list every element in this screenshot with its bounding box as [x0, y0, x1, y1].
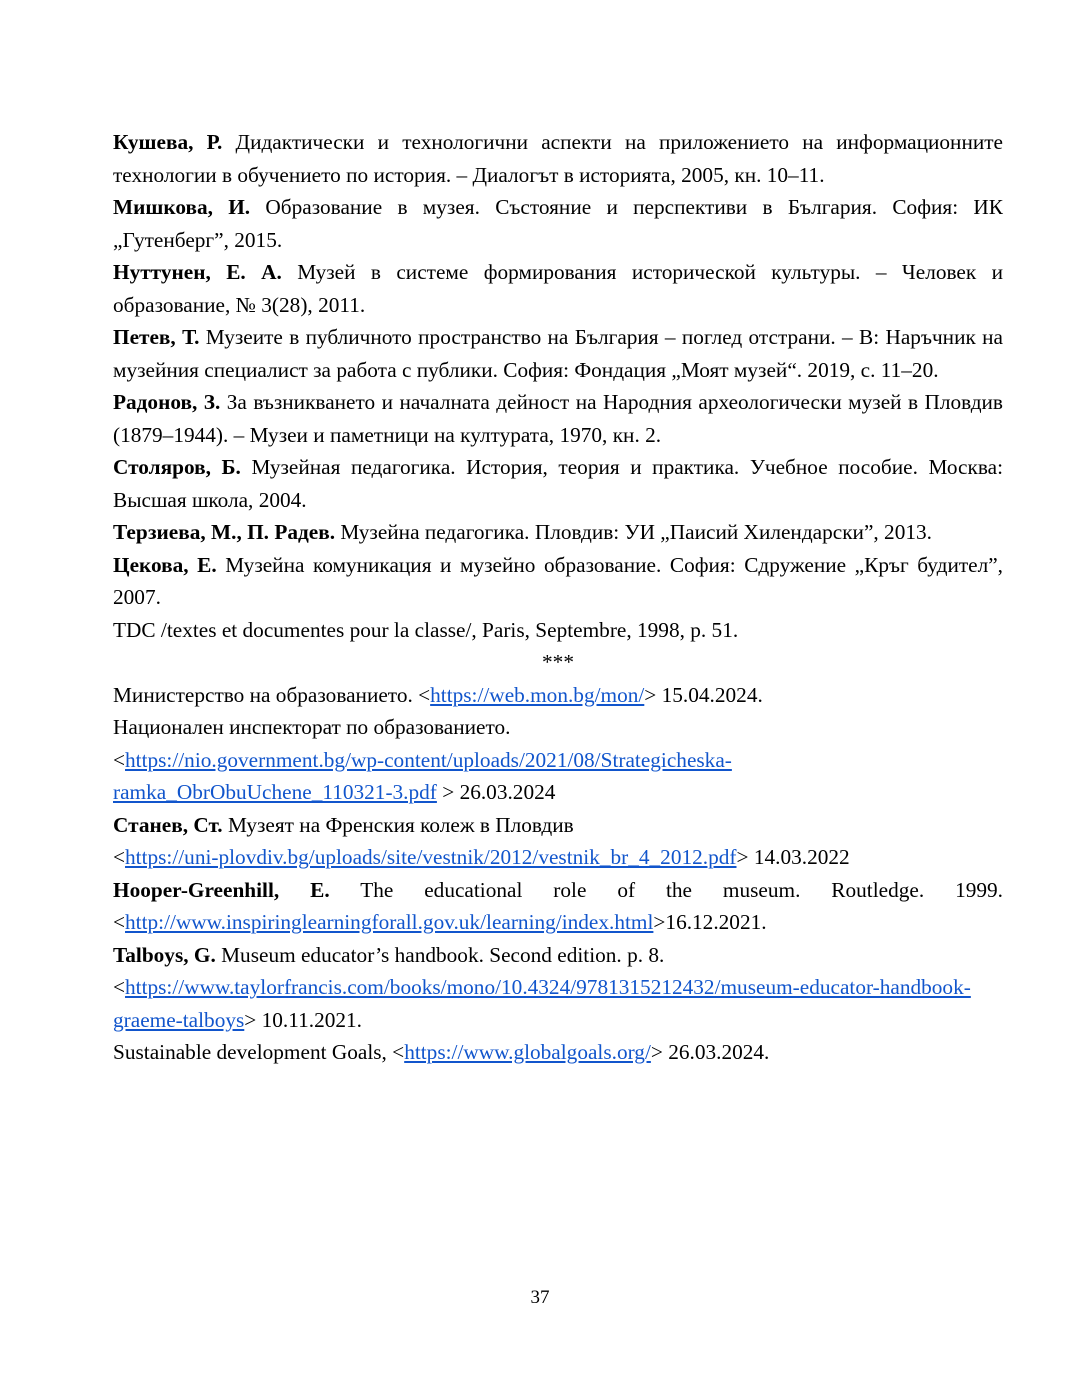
- online-entry: [113, 711, 1003, 809]
- online-link[interactable]: https://uni-plovdiv.bg/uploads/site/vestnik/2012/vestnik_br_4_2012.pdf: [125, 845, 737, 869]
- online-text: Museum educator’s handbook. Second edition. p. 8.: [215, 942, 665, 967]
- bib-text: За възникването и началната дейност на Народния археологически музей в Пловдив (1879–1944). – Музеи и паметници на културата, 1970, кн. 2.: [113, 390, 1003, 447]
- bib-text: TDC /textes et documentes pour la classe/, Paris, Septembre, 1998, p. 51.: [113, 617, 739, 642]
- bib-text: Музейна комуникация и музейно образование. София: Сдружение „Кръг будител”, 2007.: [113, 552, 1004, 609]
- bib-text: Музейна педагогика. Пловдив: УИ „Паисий Хилендарски”, 2013.: [335, 520, 932, 544]
- bib-author: Цекова, Е.: [113, 552, 217, 577]
- bib-text: Музейная педагогика. История, теория и практика. Учебное пособие. Москва: Высшая школа, 2004.: [113, 455, 1003, 512]
- bib-author: Столяров, Б.: [113, 455, 241, 479]
- bib-entry: [113, 191, 1003, 256]
- online-link[interactable]: https://nio.government.bg/wp-content/uploads/2021/08/Strategicheska-ramka_ObrObuUchene_110321-3.pdf: [113, 747, 732, 804]
- bib-author: Радонов, З.: [113, 390, 221, 414]
- online-author: Станев, Ст.: [113, 812, 223, 837]
- online-bracket: <: [113, 845, 126, 869]
- bib-entry: [113, 516, 1003, 549]
- online-text: Музеят на Френския колеж в Пловдив: [222, 812, 574, 837]
- bib-text: Дидактически и технологични аспекти на приложението на информационните технологии в обучението по история. – Диалогът в историята, 2005, кн. 10–11.: [113, 130, 1003, 187]
- online-text: Национален инспекторат по образованието.: [113, 715, 511, 739]
- bib-text: Музеите в публичното пространство на България – поглед отстрани. – В: Наръчник на музейния специалист за работа с публики. София: Фондация „Моят музей“. 2019, с. 11–20.: [113, 325, 1003, 382]
- bib-entry: [113, 549, 1003, 614]
- online-date: >16.12.2021.: [653, 910, 767, 934]
- online-link[interactable]: https://www.globalgoals.org/: [404, 1040, 651, 1064]
- bibliography: [113, 126, 1003, 1069]
- bib-author: Мишкова, И.: [113, 195, 251, 219]
- online-date: > 14.03.2022: [736, 845, 850, 869]
- online-date: > 26.03.2024.: [650, 1040, 770, 1064]
- bib-text: Образование в музея. Състояние и перспективи в България. София: ИК „Гутенберг”, 2015.: [113, 195, 1003, 252]
- online-bracket: <: [113, 747, 126, 772]
- online-date: > 15.04.2024.: [644, 682, 763, 707]
- page-number: 37: [530, 1287, 550, 1308]
- online-entry: [113, 874, 1003, 939]
- online-link[interactable]: https://web.mon.bg/mon/: [430, 682, 645, 707]
- online-entry: [113, 939, 1003, 1037]
- bib-text: Музей в системе формирования исторической культуры. – Человек и образование, № 3(28), 2011.: [113, 260, 1003, 317]
- bib-entry: [113, 126, 1003, 191]
- online-text: Министерство на образованието. <: [113, 682, 431, 707]
- bib-entry: [113, 614, 1003, 647]
- bib-entry: [113, 386, 1003, 451]
- online-date: > 26.03.2024: [436, 780, 556, 804]
- online-text: The educational role of the museum. Routledge. 1999. <: [113, 877, 1003, 934]
- bib-entry: [113, 256, 1003, 321]
- section-separator: ***: [542, 650, 574, 674]
- bib-entry: [113, 451, 1003, 516]
- online-text: Sustainable development Goals, <: [113, 1040, 405, 1064]
- bib-author: Петев, Т.: [113, 325, 200, 349]
- bib-author: Нуттунен, Е. А.: [113, 260, 282, 284]
- bib-author: Кушева, Р.: [113, 130, 223, 154]
- online-link[interactable]: https://www.taylorfrancis.com/books/mono/10.4324/9781315212432/museum-educator-handbook-graeme-talboys: [113, 975, 971, 1032]
- online-author: Talboys, G.: [113, 942, 216, 967]
- online-date: > 10.11.2021.: [244, 1007, 362, 1032]
- online-bracket: <: [113, 975, 126, 999]
- bib-entry: [113, 321, 1003, 386]
- online-entry: [113, 809, 1003, 874]
- online-link[interactable]: http://www.inspiringlearningforall.gov.uk/learning/index.html: [125, 910, 654, 934]
- bib-author: Терзиева, М., П. Радев.: [113, 520, 336, 544]
- online-author: Hooper-Greenhill, E.: [113, 877, 330, 902]
- online-entry: [113, 679, 1003, 712]
- online-entry: [113, 1036, 1003, 1069]
